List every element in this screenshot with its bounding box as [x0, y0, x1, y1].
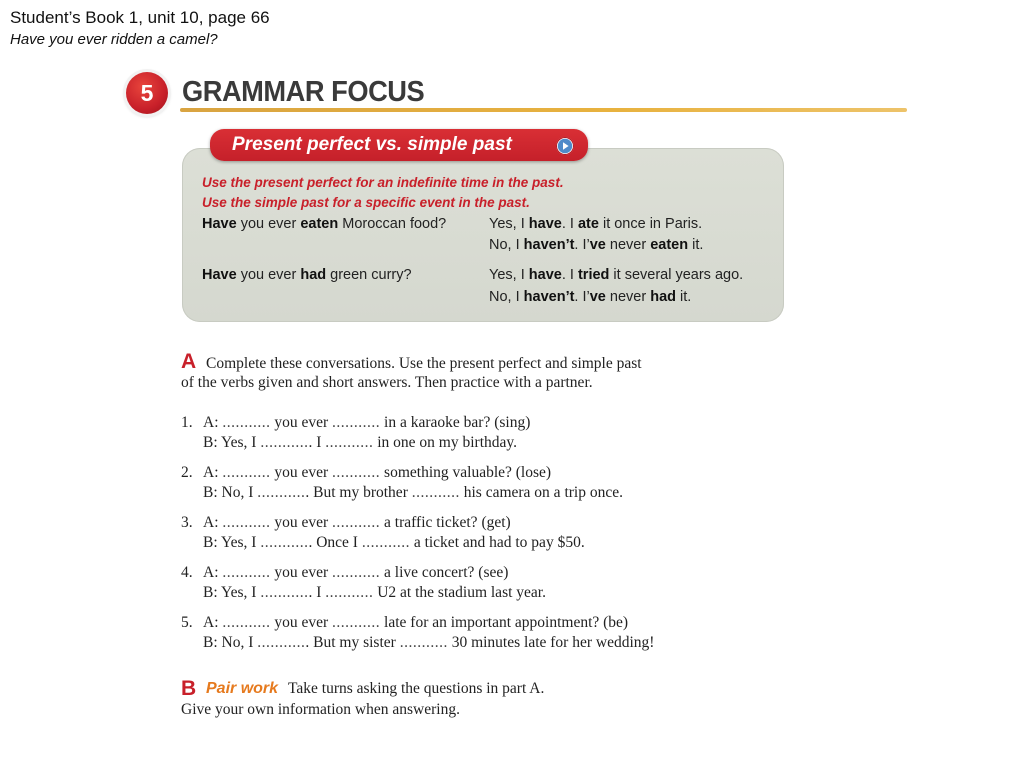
verb-cue: (lose): [515, 464, 552, 481]
dialogue-text: a live concert?: [384, 564, 475, 581]
dialogue-text: . But my sister: [305, 634, 396, 651]
play-icon-glyph: [556, 137, 574, 155]
text-segment: it.: [688, 237, 704, 253]
bold-word: had: [300, 267, 327, 283]
part-b-letter: B: [181, 677, 197, 700]
part-a-instruction: of the verbs given and short answers. Then practice with a partner.: [181, 374, 593, 391]
speaker-a: A:: [203, 614, 219, 631]
bold-word: haven’t: [523, 289, 575, 305]
text-segment: it several years ago.: [609, 267, 744, 283]
bold-word: eaten: [300, 216, 339, 232]
part-a-letter: A: [181, 350, 197, 373]
dialogue-text: you ever: [274, 514, 329, 531]
text-segment: you ever: [236, 267, 301, 283]
dialogue-text: something valuable?: [384, 464, 512, 481]
speaker-a: A:: [203, 514, 219, 531]
speaker-b: B:: [203, 434, 218, 451]
blank[interactable]: ...........: [222, 414, 271, 431]
dialogue-text: a traffic ticket?: [384, 514, 478, 531]
bold-word: ve: [589, 289, 606, 305]
example-question: [202, 216, 446, 232]
bold-word: haven’t: [523, 237, 575, 253]
verb-cue: (see): [478, 564, 509, 581]
slide-subtitle: Have you ever ridden a camel?: [10, 31, 218, 48]
dialogue-text: U2 at the stadium last year.: [377, 584, 546, 601]
example-answer: [489, 237, 703, 253]
dialogue-text: No, I: [221, 484, 254, 501]
dialogue-text: . But my brother: [305, 484, 408, 501]
play-icon[interactable]: [556, 137, 574, 155]
example-answer: [489, 289, 691, 305]
text-segment: Yes, I: [489, 267, 529, 283]
dialogue-text: in one on my birthday.: [377, 434, 517, 451]
text-segment: you ever: [236, 216, 301, 232]
blank[interactable]: ...........: [260, 434, 309, 451]
dialogue-line-a: [203, 564, 508, 582]
blank[interactable]: ...........: [332, 514, 381, 531]
item-number: 5.: [181, 614, 193, 631]
text-segment: . I: [561, 216, 578, 232]
bold-word: ve: [589, 237, 606, 253]
text-segment: . I’: [574, 289, 590, 305]
blank[interactable]: ...........: [411, 484, 460, 501]
blank[interactable]: ...........: [222, 514, 271, 531]
blank[interactable]: ...........: [399, 634, 448, 651]
part-a-instruction: Complete these conversations. Use the present perfect and simple past: [206, 355, 642, 372]
dialogue-line-a: [203, 414, 530, 432]
bold-word: Have: [202, 267, 237, 283]
blank[interactable]: ...........: [222, 564, 271, 581]
dialogue-line-b: [203, 434, 517, 452]
dialogue-text: late for an important appointment?: [384, 614, 600, 631]
blank[interactable]: ...........: [332, 414, 381, 431]
text-segment: green curry?: [326, 267, 412, 283]
text-segment: Moroccan food?: [338, 216, 447, 232]
part-b-instruction: Take turns asking the questions in part A.: [288, 680, 545, 697]
text-segment: . I: [561, 267, 578, 283]
grammar-rule-2: Use the simple past for a specific event in the past.: [202, 195, 530, 210]
dialogue-line-a: [203, 514, 511, 532]
bold-word: have: [528, 267, 562, 283]
dialogue-text: you ever: [274, 414, 329, 431]
dialogue-line-b: [203, 484, 623, 502]
pair-work-label: Pair work: [206, 680, 279, 697]
blank[interactable]: ...........: [325, 434, 374, 451]
text-segment: never: [605, 237, 651, 253]
blank[interactable]: ...........: [260, 534, 309, 551]
text-segment: . I’: [574, 237, 590, 253]
text-segment: never: [605, 289, 651, 305]
speaker-b: B:: [203, 634, 218, 651]
item-number: 3.: [181, 514, 193, 531]
item-number: 1.: [181, 414, 193, 431]
blank[interactable]: ...........: [260, 584, 309, 601]
blank[interactable]: ...........: [222, 614, 271, 631]
bold-word: eaten: [650, 237, 689, 253]
dialogue-text: a ticket and had to pay $50.: [413, 534, 585, 551]
text-segment: No, I: [489, 237, 524, 253]
dialogue-line-a: [203, 464, 551, 482]
blank[interactable]: ...........: [222, 464, 271, 481]
dialogue-text: . Once I: [308, 534, 358, 551]
example-answer: [489, 216, 702, 232]
blank[interactable]: ...........: [257, 634, 306, 651]
dialogue-text: you ever: [274, 564, 329, 581]
grammar-rule-1: Use the present perfect for an indefinite time in the past.: [202, 175, 564, 190]
text-segment: it.: [676, 289, 692, 305]
example-answer: [489, 267, 743, 283]
blank[interactable]: ...........: [332, 464, 381, 481]
part-b-instruction: Give your own information when answering.: [181, 701, 460, 718]
dialogue-text: . I: [308, 584, 322, 601]
section-number-badge: 5: [126, 72, 168, 114]
verb-cue: (be): [603, 614, 629, 631]
dialogue-text: Yes, I: [220, 434, 257, 451]
dialogue-text: in a karaoke bar?: [384, 414, 491, 431]
blank[interactable]: ...........: [332, 614, 381, 631]
text-segment: No, I: [489, 289, 524, 305]
slide-title: Student’s Book 1, unit 10, page 66: [10, 8, 270, 27]
text-segment: it once in Paris.: [598, 216, 703, 232]
verb-cue: (sing): [494, 414, 531, 431]
bold-word: Have: [202, 216, 237, 232]
item-number: 4.: [181, 564, 193, 581]
dialogue-text: you ever: [274, 464, 329, 481]
speaker-b: B:: [203, 584, 218, 601]
dialogue-line-a: [203, 614, 628, 632]
bold-word: have: [528, 216, 562, 232]
dialogue-text: his camera on a trip once.: [463, 484, 623, 501]
dialogue-text: Yes, I: [220, 534, 257, 551]
speaker-b: B:: [203, 534, 218, 551]
speaker-b: B:: [203, 484, 218, 501]
dialogue-text: you ever: [274, 614, 329, 631]
blank[interactable]: ...........: [325, 584, 374, 601]
verb-cue: (get): [481, 514, 511, 531]
text-segment: Yes, I: [489, 216, 529, 232]
example-question: [202, 267, 412, 283]
dialogue-line-b: [203, 534, 585, 552]
dialogue-text: Yes, I: [220, 584, 257, 601]
section-divider: [180, 108, 907, 112]
bold-word: had: [650, 289, 676, 305]
blank[interactable]: ...........: [257, 484, 306, 501]
bold-word: ate: [577, 216, 599, 232]
blank[interactable]: ...........: [332, 564, 381, 581]
grammar-tab-label: Present perfect vs. simple past: [232, 134, 512, 155]
speaker-a: A:: [203, 414, 219, 431]
dialogue-line-b: [203, 634, 654, 652]
dialogue-text: 30 minutes late for her wedding!: [451, 634, 655, 651]
speaker-a: A:: [203, 564, 219, 581]
item-number: 2.: [181, 464, 193, 481]
speaker-a: A:: [203, 464, 219, 481]
dialogue-text: No, I: [221, 634, 254, 651]
dialogue-line-b: [203, 584, 546, 602]
bold-word: tried: [577, 267, 610, 283]
section-title: GRAMMAR FOCUS: [182, 76, 425, 108]
blank[interactable]: ...........: [361, 534, 410, 551]
dialogue-text: . I: [308, 434, 322, 451]
